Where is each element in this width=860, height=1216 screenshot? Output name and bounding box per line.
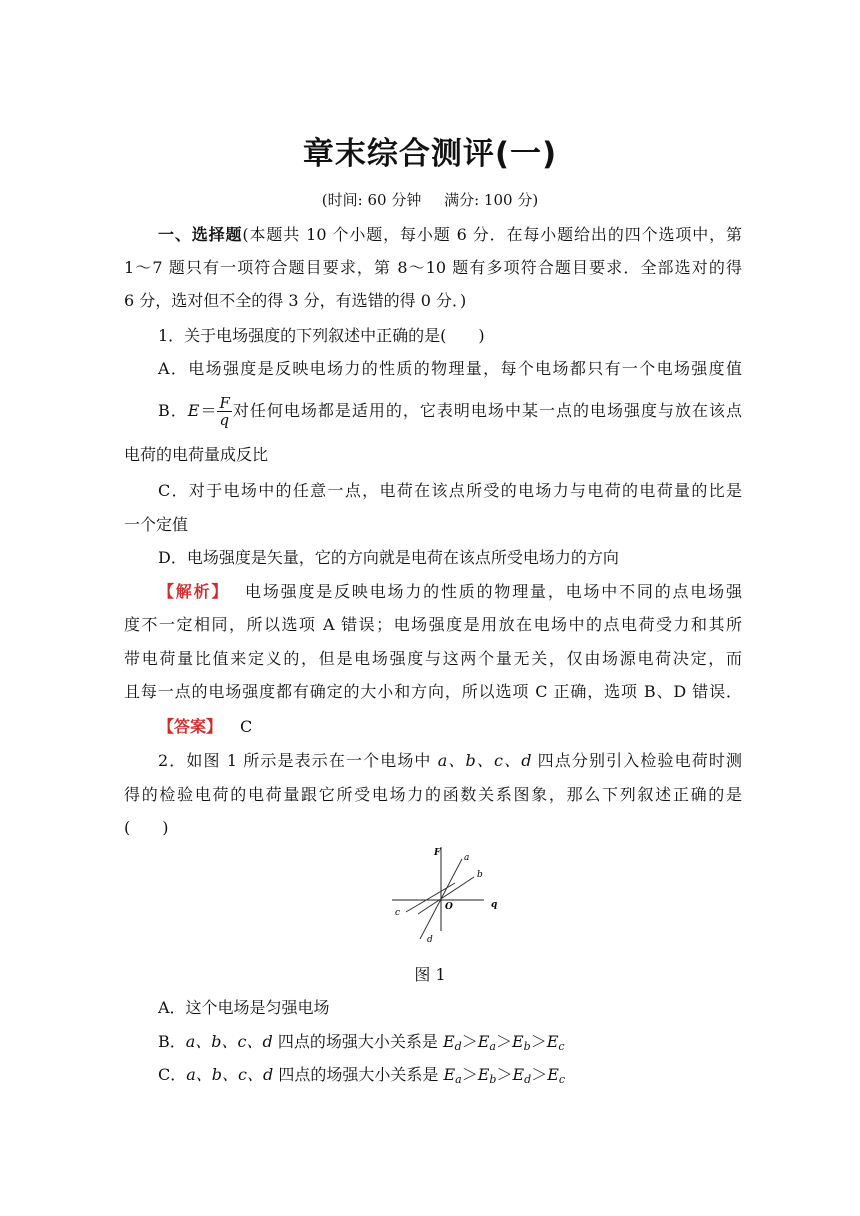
full-score: 满分: 100 分): [444, 191, 539, 209]
q2-option-c: C．a、b、c、d 四点的场强大小关系是 $E_a>E_b>E_d>E_c$: [158, 1065, 566, 1086]
q1-option-c: C．对于电场中的任意一点，电荷在该点所受的电场力与电荷的电荷量的比是: [158, 481, 742, 500]
q1-answer: [158, 716, 742, 738]
label-O: O: [445, 902, 453, 912]
q1-stem: 1．关于电场强度的下列叙述中正确的是( ): [158, 326, 485, 345]
label-F: F: [434, 848, 441, 858]
section-line-2: 1～7 题只有一项符合题目要求，第 8～10 题有多项符合题目要求．全部选对的得: [124, 258, 742, 277]
q1-analysis-line-1: 【解析】 电场强度是反映电场力的性质的物理量，电场中不同的点电场强: [158, 582, 742, 601]
page-title: 章末综合测评(一): [302, 136, 558, 172]
q1-option-a: A．电场强度是反映电场力的性质的物理量，每个电场都只有一个电场强度值: [158, 359, 742, 378]
section-line-1: 一、选择题(本题共 10 个小题，每小题 6 分．在每小题给出的四个选项中，第: [158, 225, 742, 244]
q2-option-b: B．a、b、c、d 四点的场强大小关系是 $E_d>E_a>E_b>E_c$: [158, 1032, 565, 1053]
q1-option-c-cont: 一个定值: [124, 515, 189, 534]
time-limit: (时间: 60 分钟: [321, 191, 422, 209]
q1-analysis-line-4: 且每一点的电场强度都有确定的大小和方向，所以选项 C 正确，选项 B、D 错误．: [124, 682, 742, 701]
label-q: q: [491, 900, 498, 910]
section-heading: 一、选择题: [158, 225, 243, 244]
figure-caption: 图 1: [414, 965, 446, 984]
label-d: d: [427, 935, 433, 945]
answer-value: C: [240, 717, 253, 736]
figure-1-graph: [388, 841, 504, 945]
q2-stem-line-3: ( ): [124, 818, 169, 837]
section-line-3: 6 分，选对但不全的得 3 分，有选错的得 0 分．): [124, 291, 467, 310]
q1-analysis-line-3: 带电荷量比值来定义的，但是电场强度与这两个量无关，仅由场源电荷决定，而: [124, 649, 742, 668]
label-b: b: [477, 870, 483, 880]
q2-option-a: A．这个电场是匀强电场: [158, 998, 330, 1017]
q2-stem-line-2: 得的检验电荷的电荷量跟它所受电场力的函数关系图象，那么下列叙述正确的是: [124, 785, 742, 804]
q1-option-b-cont: 电荷的电荷量成反比: [124, 445, 269, 464]
q1-analysis-line-2: 度不一定相同，所以选项 A 错误；电场强度是用放在电场中的点电荷受力和其所: [124, 615, 742, 634]
exam-meta: [0, 189, 860, 210]
q1-option-b: B．E＝ $\frac{F}{q}$ 对任何电场都是适用的，它表明电场中某一点的电场强度与放在该点: [158, 394, 742, 429]
answer-tag: 【答案】: [158, 717, 223, 736]
analysis-tag: 【解析】: [158, 582, 230, 601]
formula-fraction: $\frac{F}{q}$: [219, 394, 230, 429]
q2-stem-line-1: 2．如图 1 所示是表示在一个电场中 a、b、c、d 四点分别引入检验电荷时测: [158, 751, 742, 770]
label-a: a: [464, 853, 470, 863]
q1-option-d: D．电场强度是矢量，它的方向就是电荷在该点所受电场力的方向: [158, 548, 619, 567]
label-c: c: [395, 908, 401, 918]
